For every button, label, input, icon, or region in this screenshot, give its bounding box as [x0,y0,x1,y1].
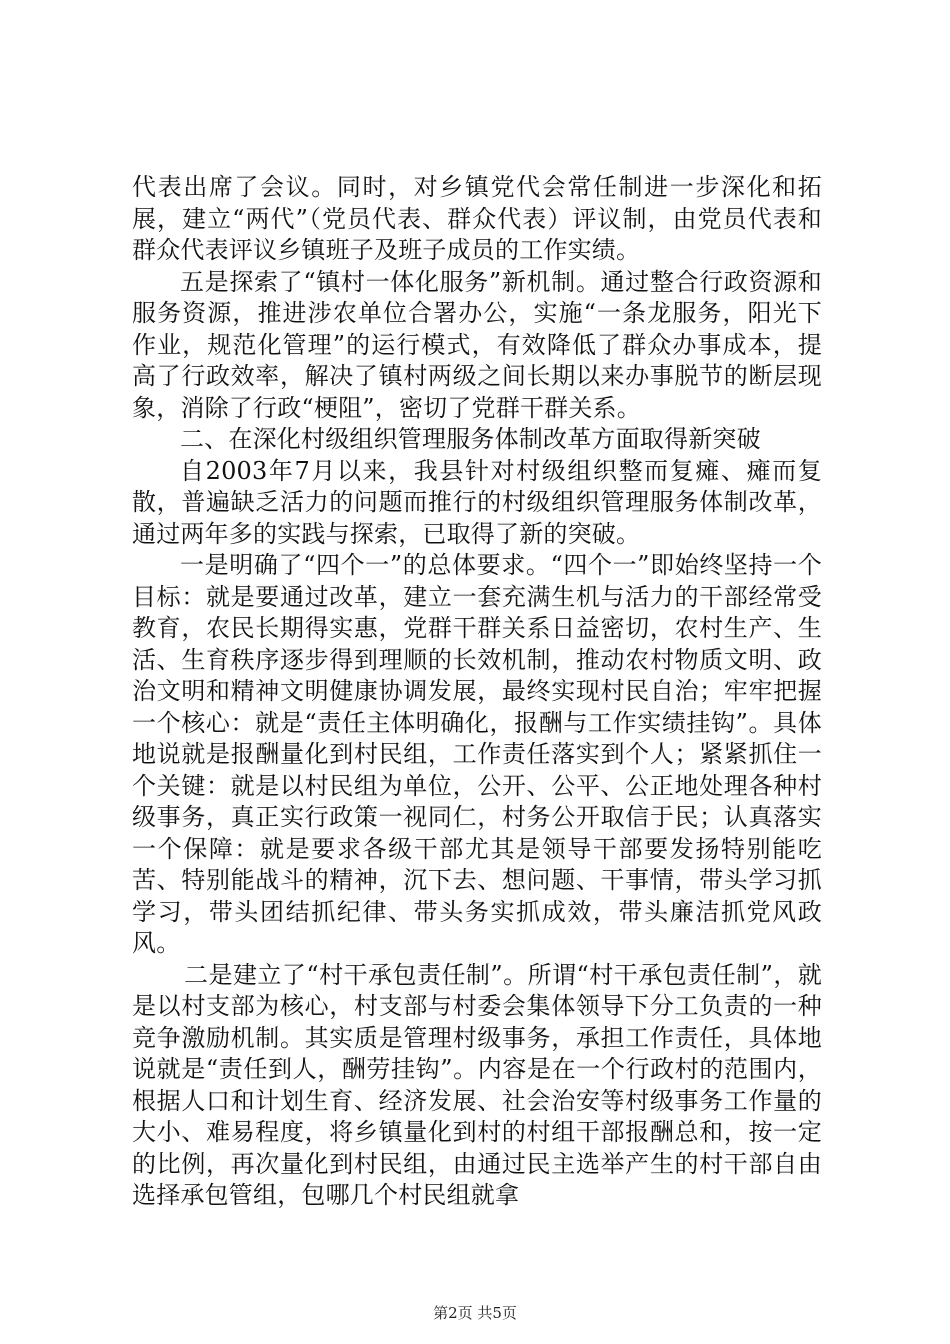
paragraph-section-intro: 自2003年7月以来，我县针对村级组织整而复瘫、瘫而复散，普遍缺乏活力的问题而推行的村级组织管理服务体制改革，通过两年多的实践与探索，已取得了新的突破。 [132,456,822,548]
page-footer [0,1302,950,1323]
paragraph-continuation: 代表出席了会议。同时，对乡镇党代会常任制进一步深化和拓展，建立“两代”（党员代表、群众代表）评议制，由党员代表和群众代表评议乡镇班子及班子成员的工作实绩。 [132,173,822,264]
document-body [132,172,822,1212]
paragraph-point-one: 一是明确了“四个一”的总体要求。“四个一”即始终坚持一个目标：就是要通过改革，建立一套充满生机与活力的干部经常受教育，农民长期得实惠，党群干群关系日益密切，农村生产、生活、生育秩序逐步得到理顺的长效机制，推动农村物质文明、政治文明和精神文明健康协调发展，最终实现村民自治；牢牢把握一个核心：就是“责任主体明确化，报酬与工作实绩挂钩”。具体地说就是报酬量化到村民组，工作责任落实到个人；紧紧抓住一个关键：就是以村民组为单位，公开、公平、公正地处理各种村级事务，真正实行政策一视同仁，村务公开取信于民；认真落实一个保障：就是要求各级干部尤其是领导干部要发扬特别能吃苦、特别能战斗的精神，沉下去、想问题、干事情，带头学习抓学习，带头团结抓纪律、带头务实抓成效，带头廉洁抓党风政风。 [132,551,822,957]
paragraph-point-five: 五是探索了“镇村一体化服务”新机制。通过整合行政资源和服务资源，推进涉农单位合署办公，实施“一条龙服务，阳光下作业，规范化管理”的运行模式，有效降低了群众办事成本，提高了行政效率，解决了镇村两级之间长期以来办事脱节的断层现象，消除了行政“梗阻”，密切了党群干群关系。 [132,267,822,422]
section-heading-two: 二、在深化村级组织管理服务体制改革方面取得新突破 [180,425,761,453]
page-number-label: 第2页 共5页 [433,1304,517,1322]
paragraph-point-two: 二是建立了“村干承包责任制”。所谓“村干承包责任制”，就是以村支部为核心，村支部与村委会集体领导下分工负责的一种竞争激励机制。其实质是管理村级事务，承担工作责任，具体地说就是“责任到人，酬劳挂钩”。内容是在一个行政村的范围内，根据人口和计划生育、经济发展、社会治安等村级事务工作量的大小、难易程度，将乡镇量化到村的村组干部报酬总和，按一定的比例，再次量化到村民组，由通过民主选举产生的村干部自由选择承包管组，包哪几个村民组就拿 [132,960,822,1209]
